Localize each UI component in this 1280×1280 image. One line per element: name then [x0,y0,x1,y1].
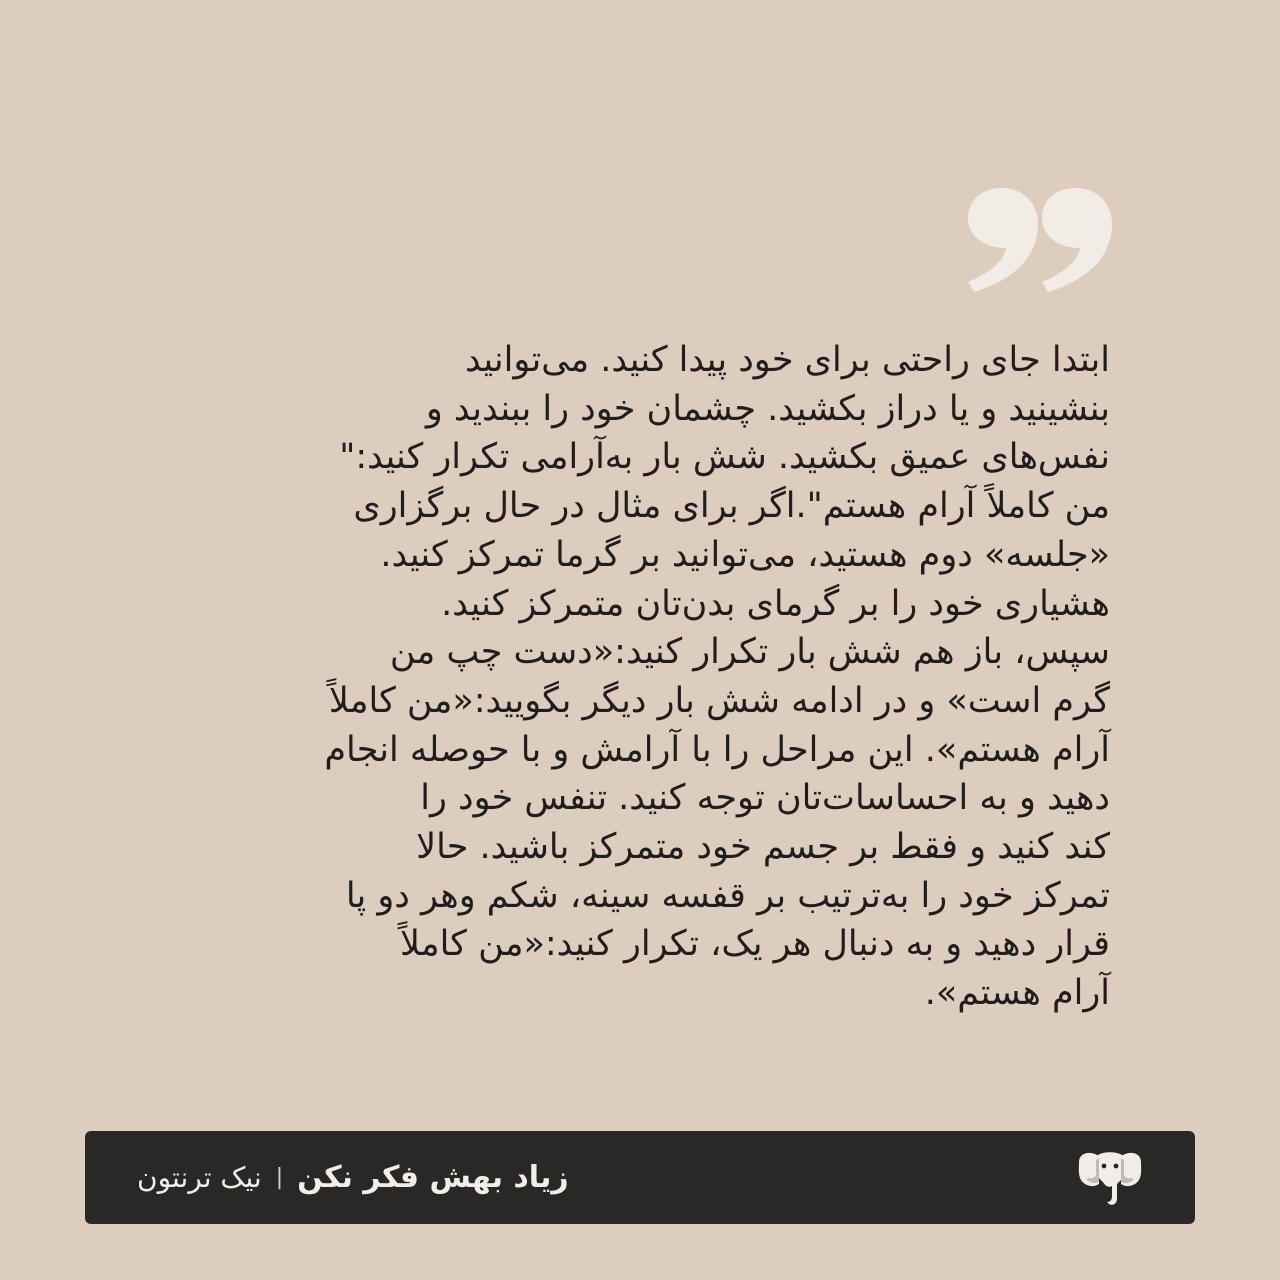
quote-line: آرام هستم». این مراحل را با آرامش و با حوصله انجام [324,729,1110,770]
footer-bar [85,1131,1195,1224]
book-credits [137,1131,569,1224]
quote-line: «جلسه» دوم هستید، می‌توانید بر گرما تمرکز کنید. [380,534,1110,575]
book-title: زیاد بهش فکر نکن [297,1160,569,1195]
quote-line: هشیاری خود را بر گرمای بدن‌تان متمرکز کنید. [441,583,1110,624]
quote-line: ابتدا جای راحتی برای خود پیدا کنید. می‌توانید [465,340,1110,380]
quote-line: آرام هستم». [924,973,1110,1014]
quote-line: من کاملاً آرام هستم".اگر برای مثال در حال برگزاری [353,486,1110,527]
quote-line: دهید و به احساسات‌تان توجه کنید. تنفس خود را [420,778,1110,819]
author-name: نیک ترنتون [137,1161,262,1194]
quote-line: سپس، باز هم شش بار تکرار کنید:«دست چپ من [389,632,1110,673]
elephant-logo-icon [1075,1148,1145,1208]
quote-line: بنشینید و یا دراز بکشید. چشمان خود را ببندید و [425,388,1110,429]
quote-line: تمرکز خود را به‌ترتیب بر قفسه سینه، شکم وهر دو پا [345,875,1110,916]
quote-line: گرم است» و در ادامه شش بار دیگر بگویید:«من کاملاً [328,680,1110,721]
quote-line: قرار دهید و به دنبال هر یک، تکرار کنید:«من کاملاً [399,924,1110,965]
quote-line: نفس‌های عمیق بکشید. شش بار به‌آرامی تکرار کنید:" [339,437,1110,478]
closing-quote-icon [962,186,1112,294]
quote-line: کند کنید و فقط بر جسم خود متمرکز باشید. حالا [416,827,1110,868]
quote-body [168,336,1110,1018]
credit-separator: | [275,1165,284,1190]
